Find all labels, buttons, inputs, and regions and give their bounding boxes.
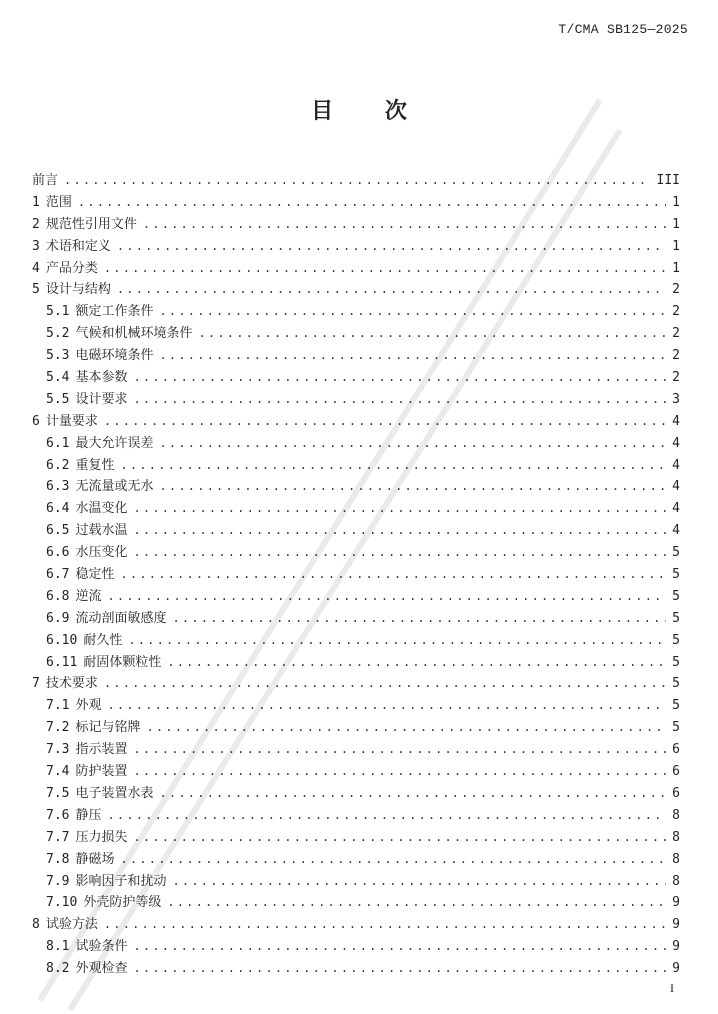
toc-entry-number: 6.4	[46, 501, 70, 517]
toc-entry-number: 6.3	[46, 479, 70, 495]
toc-entry-label: 耐久性	[83, 632, 123, 648]
toc-entry-label: 压力损失	[75, 829, 128, 845]
toc-entry-number: 7.4	[46, 764, 70, 780]
toc-entry[interactable]	[32, 695, 680, 717]
toc-entry-label: 额定工作条件	[75, 304, 154, 320]
toc-entry[interactable]	[32, 345, 680, 367]
toc-entry-number: 8.1	[46, 939, 70, 955]
toc-entry-number: 6.8	[46, 588, 70, 604]
toc-entry-page: 9	[672, 917, 680, 933]
toc-entry[interactable]	[32, 586, 680, 608]
toc-entry-label: 外观	[75, 698, 102, 714]
toc-entry[interactable]	[32, 871, 680, 893]
toc-dot-leader	[160, 476, 667, 498]
toc-entry[interactable]	[32, 170, 680, 192]
toc-dot-leader	[134, 389, 667, 411]
toc-entry-page: 5	[672, 720, 680, 736]
toc-entry[interactable]	[32, 849, 680, 871]
toc-entry-page: 5	[672, 588, 680, 604]
toc-dot-leader	[167, 652, 666, 674]
toc-entry[interactable]	[32, 805, 680, 827]
toc-entry[interactable]	[32, 455, 680, 477]
toc-entry-number: 3	[32, 238, 40, 254]
toc-entry-page: 5	[672, 545, 680, 561]
toc-entry-page: 5	[672, 610, 680, 626]
toc-entry-number: 5.4	[46, 370, 70, 386]
toc-entry-page: 1	[672, 260, 680, 276]
toc-entry-label: 标记与铭牌	[75, 720, 141, 736]
toc-dot-leader	[160, 345, 667, 367]
toc-dot-leader	[121, 455, 667, 477]
toc-entry[interactable]	[32, 652, 680, 674]
toc-entry-number: 6.10	[46, 632, 78, 648]
toc-entry[interactable]	[32, 958, 680, 980]
toc-dot-leader	[134, 958, 667, 980]
toc-dot-leader	[160, 783, 667, 805]
toc-entry-label: 气候和机械环境条件	[75, 326, 193, 342]
toc-dot-leader	[64, 170, 651, 192]
toc-entry-number: 1	[32, 194, 40, 210]
toc-entry[interactable]	[32, 936, 680, 958]
toc-dot-leader	[143, 214, 666, 236]
toc-entry-label: 水压变化	[75, 545, 128, 561]
toc-entry[interactable]	[32, 236, 680, 258]
toc-dot-leader	[147, 717, 667, 739]
toc-entry[interactable]	[32, 301, 680, 323]
toc-entry-label: 静磁场	[75, 851, 115, 867]
toc-entry-number: 7.7	[46, 829, 70, 845]
toc-entry-page: 4	[672, 435, 680, 451]
toc-entry-number: 6.1	[46, 435, 70, 451]
toc-dot-leader	[160, 433, 667, 455]
toc-dot-leader	[173, 608, 667, 630]
toc-dot-leader	[117, 279, 666, 301]
toc-entry-number: 6.7	[46, 567, 70, 583]
toc-entry-page: 8	[672, 851, 680, 867]
toc-entry-page: 5	[672, 698, 680, 714]
toc-entry-page: 9	[672, 939, 680, 955]
toc-entry[interactable]	[32, 739, 680, 761]
toc-dot-leader	[108, 586, 667, 608]
toc-entry-label: 电磁环境条件	[75, 348, 154, 364]
toc-entry-label: 试验方法	[45, 917, 98, 933]
toc-entry-label: 范围	[45, 194, 72, 210]
toc-dot-leader	[121, 849, 667, 871]
toc-entry-number: 5.3	[46, 348, 70, 364]
toc-entry[interactable]	[32, 783, 680, 805]
toc-entry-label: 计量要求	[45, 413, 98, 429]
toc-entry-label: 基本参数	[75, 370, 128, 386]
toc-dot-leader	[134, 367, 667, 389]
toc-entry-label: 产品分类	[45, 260, 98, 276]
toc-entry[interactable]	[32, 892, 680, 914]
toc-entry[interactable]	[32, 192, 680, 214]
toc-entry-number: 4	[32, 260, 40, 276]
toc-entry[interactable]	[32, 323, 680, 345]
toc-entry-page: 8	[672, 873, 680, 889]
toc-entry-page: 3	[672, 391, 680, 407]
toc-entry-page: 6	[672, 764, 680, 780]
toc-entry-number: 7.6	[46, 807, 70, 823]
toc-dot-leader	[104, 914, 666, 936]
toc-dot-leader	[134, 761, 667, 783]
toc-entry-number: 6.5	[46, 523, 70, 539]
toc-entry-label: 耐固体颗粒性	[83, 654, 162, 670]
toc-dot-leader	[134, 542, 667, 564]
toc-dot-leader	[173, 871, 667, 893]
standard-code: T/CMA SB125—2025	[558, 22, 688, 37]
toc-entry-page: 2	[672, 304, 680, 320]
toc-entry[interactable]	[32, 498, 680, 520]
toc-entry[interactable]	[32, 367, 680, 389]
toc-entry-page: 5	[672, 676, 680, 692]
toc-dot-leader	[167, 892, 666, 914]
toc-entry-page: 1	[672, 238, 680, 254]
toc-entry[interactable]	[32, 411, 680, 433]
toc-entry-label: 无流量或无水	[75, 479, 154, 495]
toc-entry[interactable]	[32, 476, 680, 498]
toc-entry-number: 7.3	[46, 742, 70, 758]
toc-entry-page: 2	[672, 326, 680, 342]
toc-entry-page: 4	[672, 413, 680, 429]
toc-entry-page: 2	[672, 348, 680, 364]
toc-entry-number: 2	[32, 216, 40, 232]
toc-entry-label: 外壳防护等级	[83, 895, 162, 911]
toc-entry-label: 静压	[75, 807, 102, 823]
toc-entry-number: 5.2	[46, 326, 70, 342]
toc-entry-label: 重复性	[75, 457, 115, 473]
toc-entry-label: 设计与结构	[45, 282, 111, 298]
toc-entry-number: 7.9	[46, 873, 70, 889]
page-title	[0, 94, 718, 125]
toc-dot-leader	[134, 498, 667, 520]
toc-dot-leader	[128, 630, 666, 652]
toc-entry-label: 设计要求	[75, 391, 128, 407]
toc-dot-leader	[121, 564, 667, 586]
toc-entry[interactable]	[32, 214, 680, 236]
page-number: I	[670, 981, 674, 995]
toc-dot-leader	[108, 805, 667, 827]
toc-entry-label: 电子装置水表	[75, 785, 154, 801]
toc-entry-page: 8	[672, 807, 680, 823]
toc-entry-number: 7.2	[46, 720, 70, 736]
toc-entry-number: 8	[32, 917, 40, 933]
toc-dot-leader	[134, 739, 667, 761]
table-of-contents	[32, 170, 680, 980]
toc-entry-page: 6	[672, 742, 680, 758]
toc-entry-page: III	[656, 173, 680, 188]
toc-entry-number: 6	[32, 413, 40, 429]
toc-entry[interactable]	[32, 608, 680, 630]
toc-entry-page: 2	[672, 282, 680, 298]
toc-entry-number: 6.6	[46, 545, 70, 561]
toc-entry[interactable]	[32, 564, 680, 586]
toc-entry[interactable]	[32, 914, 680, 936]
toc-entry-number: 7.10	[46, 895, 78, 911]
toc-entry-number: 6.9	[46, 610, 70, 626]
toc-entry-page: 4	[672, 523, 680, 539]
toc-entry-number: 7.1	[46, 698, 70, 714]
toc-dot-leader	[104, 258, 666, 280]
toc-dot-leader	[134, 936, 667, 958]
toc-entry[interactable]	[32, 827, 680, 849]
toc-entry-page: 1	[672, 216, 680, 232]
toc-dot-leader	[78, 192, 666, 214]
toc-entry[interactable]	[32, 761, 680, 783]
toc-entry-label: 过载水温	[75, 523, 128, 539]
toc-dot-leader	[117, 236, 666, 258]
toc-dot-leader	[134, 827, 667, 849]
toc-entry-page: 8	[672, 829, 680, 845]
toc-entry-number: 5.5	[46, 391, 70, 407]
toc-entry[interactable]	[32, 520, 680, 542]
toc-entry-number: 6.11	[46, 654, 78, 670]
toc-dot-leader	[108, 695, 667, 717]
toc-entry-number: 6.2	[46, 457, 70, 473]
toc-entry-label: 逆流	[75, 588, 102, 604]
toc-dot-leader	[104, 411, 666, 433]
toc-entry-page: 9	[672, 961, 680, 977]
toc-entry-label: 试验条件	[75, 939, 128, 955]
toc-entry-page: 2	[672, 370, 680, 386]
toc-entry-page: 4	[672, 479, 680, 495]
toc-entry-page: 4	[672, 457, 680, 473]
toc-entry-label: 流动剖面敏感度	[75, 610, 167, 626]
toc-entry[interactable]	[32, 258, 680, 280]
toc-entry-label: 最大允许误差	[75, 435, 154, 451]
toc-entry[interactable]	[32, 279, 680, 301]
toc-dot-leader	[160, 301, 667, 323]
toc-entry-label: 前言	[32, 173, 59, 188]
toc-entry-label: 指示装置	[75, 742, 128, 758]
toc-entry-label: 规范性引用文件	[45, 216, 137, 232]
toc-entry-number: 7.5	[46, 785, 70, 801]
toc-entry-page: 5	[672, 567, 680, 583]
toc-entry[interactable]	[32, 389, 680, 411]
toc-entry-number: 5	[32, 282, 40, 298]
toc-entry-number: 7	[32, 676, 40, 692]
toc-entry-page: 4	[672, 501, 680, 517]
toc-entry-page: 1	[672, 194, 680, 210]
toc-dot-leader	[104, 673, 666, 695]
toc-entry-number: 7.8	[46, 851, 70, 867]
toc-entry-page: 6	[672, 785, 680, 801]
toc-entry-number: 5.1	[46, 304, 70, 320]
toc-entry-label: 水温变化	[75, 501, 128, 517]
toc-entry-label: 稳定性	[75, 567, 115, 583]
toc-entry-label: 影响因子和扰动	[75, 873, 167, 889]
toc-entry-page: 5	[672, 654, 680, 670]
toc-entry[interactable]	[32, 717, 680, 739]
toc-entry[interactable]	[32, 673, 680, 695]
toc-entry-label: 防护装置	[75, 764, 128, 780]
title-char-2: 次	[384, 99, 407, 124]
title-char-1: 目	[311, 99, 334, 124]
toc-entry[interactable]	[32, 542, 680, 564]
toc-entry-number: 8.2	[46, 961, 70, 977]
toc-entry-page: 9	[672, 895, 680, 911]
toc-dot-leader	[134, 520, 667, 542]
toc-entry[interactable]	[32, 433, 680, 455]
toc-entry-label: 技术要求	[45, 676, 98, 692]
toc-entry-page: 5	[672, 632, 680, 648]
toc-entry-label: 术语和定义	[45, 238, 111, 254]
toc-entry[interactable]	[32, 630, 680, 652]
toc-entry-label: 外观检查	[75, 961, 128, 977]
toc-dot-leader	[199, 323, 667, 345]
